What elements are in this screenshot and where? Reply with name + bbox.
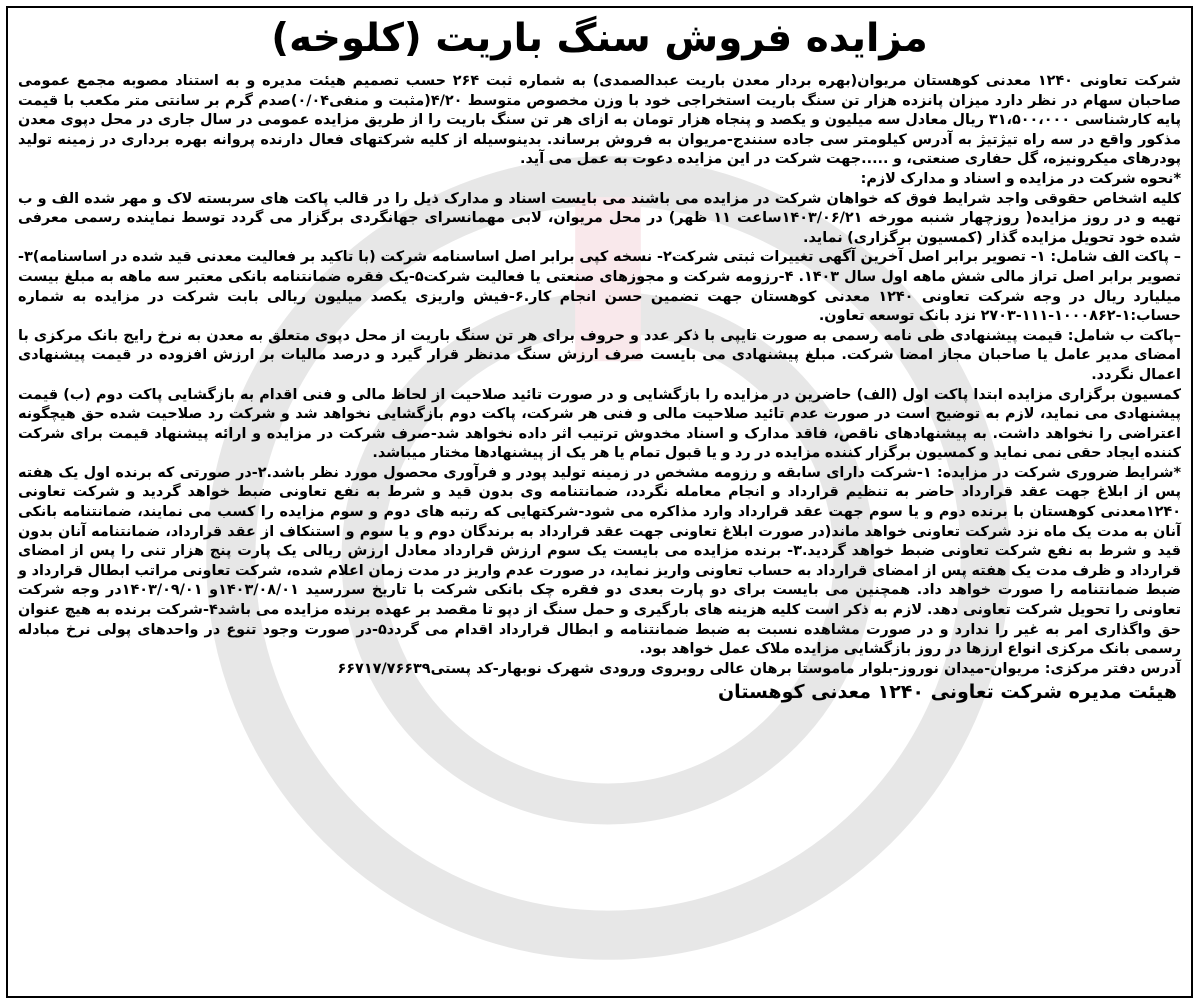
auction-notice [6, 6, 1193, 998]
packet-b-paragraph [18, 327, 1181, 386]
address-label: آدرس دفتر مرکزی: [1044, 660, 1181, 677]
signature-line: هیئت مدیره شرکت تعاونی ۱۲۴۰ معدنی کوهستان [717, 681, 1177, 704]
notice-title: مزایده فروش سنگ باریت (کلوخه) [271, 16, 928, 61]
conditions-paragraph [18, 464, 1181, 660]
address-body: مریوان-میدان نوروز-بلوار ماموستا برهان عالی روبروی ورودی شهرک نوبهار-کد پستی۶۶۷۱۷/۷۶۶۳۹ [337, 660, 1045, 677]
intro-paragraph: شرکت تعاونی ۱۲۴۰ معدنی کوهستان مریوان(بهره بردار معدن باریت عبدالصمدی) به شماره ثبت ۲۶۴ حسب تصمیم هیئت مدیره و به استناد مصوبه مجمع عمومی صاحبان سهام در نظر دارد میزان پانزده هزار تن سنگ باریت استخراجی خود با وزن مخصوص متوسط ۴/۲۰(مثبت و منفی۰/۰۴)صدم گرم بر سانتی متر مکعب با قیمت پایه کارشناسی ۳۱،۵۰۰،۰۰۰ ریال معادل سه میلیون و یکصد و پنجاه هزار تومان به ازای هر تن سنگ باریت را از طریق مزایده عمومی در سال جاری در محل دپوی معدن مذکور واقع در سه راه تیژتیژ به آدرس کیلومتر سی جاده سنندج-مریوان به فروش برساند. بدینوسیله از کلیه شرکتهای فعال دارنده پروانه بهره برداری در زمینه تولید پودرهای میکرونیزه، گل حفاری صنعتی، و .....جهت شرکت در این مزایده دعوت به عمل می آید. [18, 73, 1182, 168]
packet-b-body: قیمت پیشنهادی طی نامه رسمی به صورت تایپی با ذکر عدد و حروف برای هر تن سنگ باریت از محل دپوی متعلق به معدن به نرخ رایج بانک مرکزی با امضای مدیر عامل یا صاحبان مجاز امضا شرکت. مبلغ پیشنهادی می بایست صرف ارزش سنگ مدنظر قرار گیرد و درصد مالیات بر ارزش افزوده در قیمت پیشنهادی اعمال نگردد. [18, 327, 1181, 383]
packet-a-paragraph [18, 248, 1181, 326]
office-address [18, 660, 1181, 680]
commission-paragraph: کمسیون برگزاری مزایده ابتدا پاکت اول (الف) حاضرین در مزایده را بازگشایی و در صورت تائید صلاحیت از لحاظ مالی و فنی اقدام به بازگشایی پاکت دوم (ب) قیمت پیشنهادی می نماید، لازم به توضیح است در صورت عدم تائید صلاحیت مالی و فنی هر شرکت، پاکت دوم بازگشایی نخواهد شد و شرکت رد صلاحیت شده حق هیچگونه اعتراضی را نخواهد داشت. به پیشنهادهای ناقص، فاقد مدارک و اسناد مخدوش ترتیب اثر داده نخواهد شد-صرف شرکت در مزایده و ارائه پیشنهاد قیمت برای شرکت کننده ایجاد حقی نمی نماید و کمسیون برگزار کننده مزایده در رد و یا قبول تمام یا هر یک از پیشنهادها مختار میباشد. [18, 386, 1181, 462]
packet-a-heading: – پاکت الف شامل: [1050, 249, 1181, 266]
packet-b-heading: –پاکت ب شامل: [1067, 327, 1182, 344]
packet-a-body: ۱- تصویر برابر اصل آخرین آگهی تغییرات ثبتی شرکت۲- نسخه کپی برابر اصل اساسنامه شرکت (با تاکید بر فعالیت معدنی قید شده در اساسنامه)۳-تصویر برابر اصل تراز مالی شش ماهه اول سال ۱۴۰۳. ۴-رزومه شرکت و مجوزهای صنعتی یا فعالیت شرکت۵-یک فقره ضمانتنامه بانکی معتبر سه ماهه به مبلغ بیست میلیارد ریال در وجه شرکت تعاونی ۱۲۴۰ معدنی کوهستان جهت تضمین حسن انجام کار.۶-فیش واریزی یکصد میلیون ریالی بابت شرکت در مزایده به شماره حساب:۱-۱۰۰۰۸۶۲-۱۱۱-۲۷۰۳ نزد بانک توسعه تعاون. [18, 249, 1181, 325]
conditions-body: ۱-شرکت دارای سابقه و رزومه مشخص در زمینه تولید پودر و فرآوری محصول مورد نظر باشد.۲-در صورتی که برنده اول یک هفته پس از ابلاغ جهت عقد قرارداد حاضر به تنظیم قرارداد و انجام معامله نگردد، ضمانتنامه وی بدون قید و شرط به نفع تعاونی ضبط خواهد گردید و شرکت تعاونی ۱۲۴۰معدنی کوهستان با برنده دوم و یا سوم جهت عقد قرارداد وارد مذاکره می شود-شرکتهایی که رتبه های دوم و سوم مزایده را کسب می نمایند، ضمانتنامه بانکی آنان به مدت یک ماه نزد شرکت تعاونی خواهد ماند(در صورت ابلاغ تعاونی جهت عقد قرارداد به برندگان دوم و یا سوم و استنکاف از عقد قرارداد، ضمانتنامه آنان بدون قید و شرط به نفع شرکت تعاونی ضبط خواهد گردید.۳- برنده مزایده می بایست یک سوم ارزش قرارداد معادل ارزش ریالی یک پارت پنج هزار تنی را پس از امضای قرارداد و ظرف مدت یک هفته پس از امضای قرارداد به حساب تعاونی واریز نماید، در صورت عدم واریز در مدت زمان اعلام شده، شرکت تعاونی مراتب ابطال قرارداد و ضبط ضمانتنامه را صورت خواهد داد. همچنین می بایست برای دو پارت بعدی دو فقره چک بانکی شرکت با تاریخ سررسید ۱۴۰۳/۰۸/۰۱و ۱۴۰۳/۰۹/۰۱در وجه شرکت تعاونی را تحویل شرکت تعاونی دهد. لازم به ذکر است کلیه هزینه های بارگیری و حمل سنگ از دپو تا مقصد بر عهده برنده مزایده می باشد۴-شرکت برنده به هیچ عنوان حق واگذاری امر به غیر را ندارد و در صورت مشاهده نسبت به ضبط ضمانتنامه و ابطال قرارداد اقدام می گردد۵-در صورت وجود تنوع در واحدهای پولی نرخ مبادله رسمی بانک مرکزی انواع ارزها در روز بازگشایی مزایده ملاک عمل خواهد بود. [18, 464, 1182, 658]
how-to-participate-paragraph: کلیه اشخاص حقوقی واجد شرایط فوق که خواهان شرکت در مزایده می باشند می بایست اسناد و مدارک ذیل را در قالب پاکت های سربسته لاک و مهر شده الف و ب تهیه و در روز مزایده( روزچهار شنبه مورخه ۱۴۰۳/۰۶/۲۱ساعت ۱۱ ظهر) در محل مریوان، لابی مهمانسرای جهانگردی برگزار می گردد توسط نماینده رسمی معرفی شده خود تحویل مزایده گذار (کمسیون برگزاری) نماید. [18, 190, 1182, 246]
conditions-heading: *شرایط ضروری شرکت در مزایده: [937, 464, 1181, 481]
how-to-participate-heading: *نحوه شرکت در مزایده و اسناد و مدارک لازم: [860, 170, 1181, 187]
